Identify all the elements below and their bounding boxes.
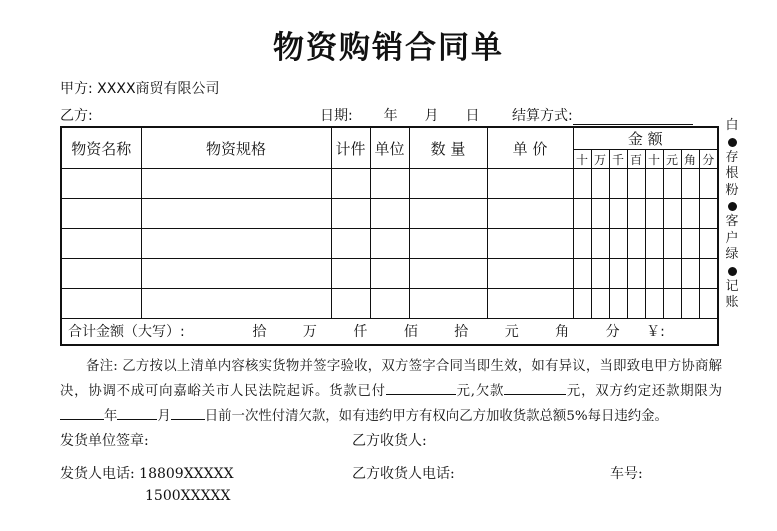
table-row — [61, 169, 718, 199]
dot-icon — [728, 202, 737, 211]
remarks-text-5: 月 — [157, 409, 171, 424]
total-unit-fen: 分 — [605, 324, 620, 341]
cell[interactable] — [61, 289, 141, 319]
cell[interactable] — [141, 259, 331, 289]
total-unit-yuan: 元 — [504, 324, 519, 341]
car-number-label: 车号: — [610, 466, 643, 482]
cell[interactable] — [370, 169, 409, 199]
cell[interactable] — [681, 199, 699, 229]
total-label: 合计金额（大写）: — [68, 324, 185, 341]
total-unit-shi: 拾 — [252, 324, 267, 341]
table-row — [61, 289, 718, 319]
dot-icon — [728, 138, 737, 147]
digit-jiao: 角 — [681, 150, 699, 169]
deadline-month-blank[interactable] — [117, 407, 157, 420]
total-unit-shi-2: 拾 — [454, 324, 469, 341]
total-amount-cell[interactable] — [61, 319, 718, 345]
copy-white-char-3: 根 — [725, 166, 739, 181]
receiver-label: 乙方收货人: — [352, 433, 427, 449]
party-a-value: XXXX商贸有限公司 — [97, 81, 220, 97]
cell[interactable] — [627, 289, 645, 319]
total-currency: ￥: — [646, 324, 665, 341]
total-unit-wan: 万 — [302, 324, 317, 341]
deadline-day-blank[interactable] — [171, 407, 205, 420]
cell[interactable] — [573, 229, 591, 259]
cell[interactable] — [645, 289, 663, 319]
cell[interactable] — [141, 169, 331, 199]
cell[interactable] — [645, 199, 663, 229]
date-label: 日期: — [320, 108, 353, 124]
cell[interactable] — [331, 289, 370, 319]
copy-color-legend — [723, 118, 741, 312]
cell[interactable] — [627, 169, 645, 199]
copy-green-char-2: 记 — [725, 278, 739, 294]
copy-white-char-2: 存 — [725, 149, 739, 165]
cell[interactable] — [573, 259, 591, 289]
cell[interactable] — [409, 199, 487, 229]
cell[interactable] — [627, 229, 645, 259]
cell[interactable] — [573, 289, 591, 319]
party-b-label: 乙方: — [60, 108, 93, 124]
owed-amount-blank[interactable] — [504, 382, 566, 395]
cell[interactable] — [409, 169, 487, 199]
sender-phone-2: 1500XXXXX — [145, 488, 231, 504]
header-spec: 物资规格 — [141, 127, 331, 169]
date-year: 年 — [383, 108, 398, 124]
total-unit-bai: 佰 — [403, 324, 418, 341]
cell[interactable] — [487, 289, 573, 319]
cell[interactable] — [699, 169, 718, 199]
table-row — [61, 199, 718, 229]
cell[interactable] — [141, 289, 331, 319]
cell[interactable] — [591, 169, 609, 199]
header-unit-count: 计件 — [331, 127, 370, 169]
header-name: 物资名称 — [61, 127, 141, 169]
cell[interactable] — [681, 259, 699, 289]
sender-phone-label: 发货人电话: — [60, 466, 135, 482]
goods-table — [60, 126, 719, 346]
settlement-label: 结算方式: — [512, 108, 573, 124]
digit-thousand: 千 — [609, 150, 627, 169]
cell[interactable] — [61, 259, 141, 289]
table-row — [61, 259, 718, 289]
cell[interactable] — [609, 259, 627, 289]
cell[interactable] — [663, 229, 681, 259]
cell[interactable] — [141, 199, 331, 229]
cell[interactable] — [663, 169, 681, 199]
copy-pink-char-2: 客 — [725, 214, 739, 229]
deadline-year-blank[interactable] — [60, 407, 104, 420]
header-price: 单 价 — [487, 127, 573, 169]
digit-ten-thousand-ten: 十 — [573, 150, 591, 169]
sender-sign-label: 发货单位签章: — [60, 433, 149, 449]
cell[interactable] — [609, 229, 627, 259]
date-month: 月 — [424, 108, 439, 124]
page-title: 物资购销合同单 — [273, 30, 504, 66]
cell[interactable] — [663, 289, 681, 319]
cell[interactable] — [681, 169, 699, 199]
cell[interactable] — [487, 259, 573, 289]
cell[interactable] — [61, 199, 141, 229]
party-b-line — [60, 105, 93, 125]
date-day: 日 — [465, 108, 480, 124]
remarks-text-6: 日前一次性付清欠款，如有违约甲方有权向乙方加收货款总额5%每日违约金。 — [204, 409, 668, 424]
digit-ten-thousand: 万 — [591, 150, 609, 169]
remarks-paragraph — [60, 354, 722, 429]
cell[interactable] — [699, 259, 718, 289]
cell[interactable] — [627, 259, 645, 289]
header-quantity: 数 量 — [409, 127, 487, 169]
digit-hundred: 百 — [627, 150, 645, 169]
cell[interactable] — [370, 259, 409, 289]
cell[interactable] — [645, 229, 663, 259]
settlement-line — [512, 105, 693, 125]
cell[interactable] — [573, 169, 591, 199]
cell[interactable] — [141, 229, 331, 259]
cell[interactable] — [681, 229, 699, 259]
cell[interactable] — [573, 199, 591, 229]
copy-white-label: 白 — [725, 118, 739, 133]
digit-fen: 分 — [699, 150, 718, 169]
cell[interactable] — [331, 259, 370, 289]
cell[interactable] — [609, 289, 627, 319]
cell[interactable] — [645, 259, 663, 289]
receiver-phone-label: 乙方收货人电话: — [352, 466, 455, 482]
remarks-text-1: 备注: 乙方按以上清单内容核实货物并签字验收，双方签字合同当即生效，如有异议，当即致电甲方协商解决，协调不成可向嘉峪关市人民法院起诉。货款已付 — [60, 359, 722, 399]
cell[interactable] — [663, 259, 681, 289]
cell[interactable] — [591, 229, 609, 259]
cell[interactable] — [409, 229, 487, 259]
copy-pink-char-3: 户 — [725, 230, 739, 246]
date-line — [320, 105, 479, 125]
copy-green-char-3: 账 — [725, 295, 739, 310]
cell[interactable] — [409, 289, 487, 319]
copy-pink-label: 粉 — [725, 182, 739, 198]
sender-phone-1: 18809XXXXX — [139, 466, 234, 482]
cell[interactable] — [370, 289, 409, 319]
party-a-label: 甲方: — [60, 81, 93, 97]
cell[interactable] — [591, 259, 609, 289]
cell[interactable] — [591, 289, 609, 319]
cell[interactable] — [61, 229, 141, 259]
cell[interactable] — [487, 169, 573, 199]
remarks-text-4: 年 — [104, 409, 118, 424]
cell[interactable] — [699, 199, 718, 229]
cell[interactable] — [627, 199, 645, 229]
cell[interactable] — [609, 169, 627, 199]
total-unit-qian: 仟 — [353, 324, 368, 341]
remarks-text-3: 元，双方约定还款期限为 — [566, 384, 722, 399]
copy-green-label: 绿 — [725, 247, 739, 262]
cell[interactable] — [681, 289, 699, 319]
party-a-line — [60, 78, 220, 98]
cell[interactable] — [591, 199, 609, 229]
cell[interactable] — [663, 199, 681, 229]
cell[interactable] — [487, 229, 573, 259]
digit-yuan: 元 — [663, 150, 681, 169]
table-row — [61, 229, 718, 259]
cell[interactable] — [487, 199, 573, 229]
total-unit-jiao: 角 — [555, 324, 570, 341]
cell[interactable] — [370, 199, 409, 229]
cell[interactable] — [370, 229, 409, 259]
cell[interactable] — [61, 169, 141, 199]
total-row — [61, 319, 718, 345]
sender-phone-line — [60, 463, 234, 483]
header-unit: 单位 — [370, 127, 409, 169]
cell[interactable] — [331, 169, 370, 199]
header-amount: 金 额 — [573, 127, 718, 150]
remarks-text-2: 元,欠款 — [455, 384, 505, 399]
paid-amount-blank[interactable] — [386, 382, 456, 395]
cell[interactable] — [609, 199, 627, 229]
settlement-blank[interactable] — [573, 108, 693, 125]
dot-icon — [728, 267, 737, 276]
cell[interactable] — [409, 259, 487, 289]
cell[interactable] — [699, 289, 718, 319]
cell[interactable] — [331, 229, 370, 259]
cell[interactable] — [331, 199, 370, 229]
digit-ten: 十 — [645, 150, 663, 169]
cell[interactable] — [699, 229, 718, 259]
cell[interactable] — [645, 169, 663, 199]
